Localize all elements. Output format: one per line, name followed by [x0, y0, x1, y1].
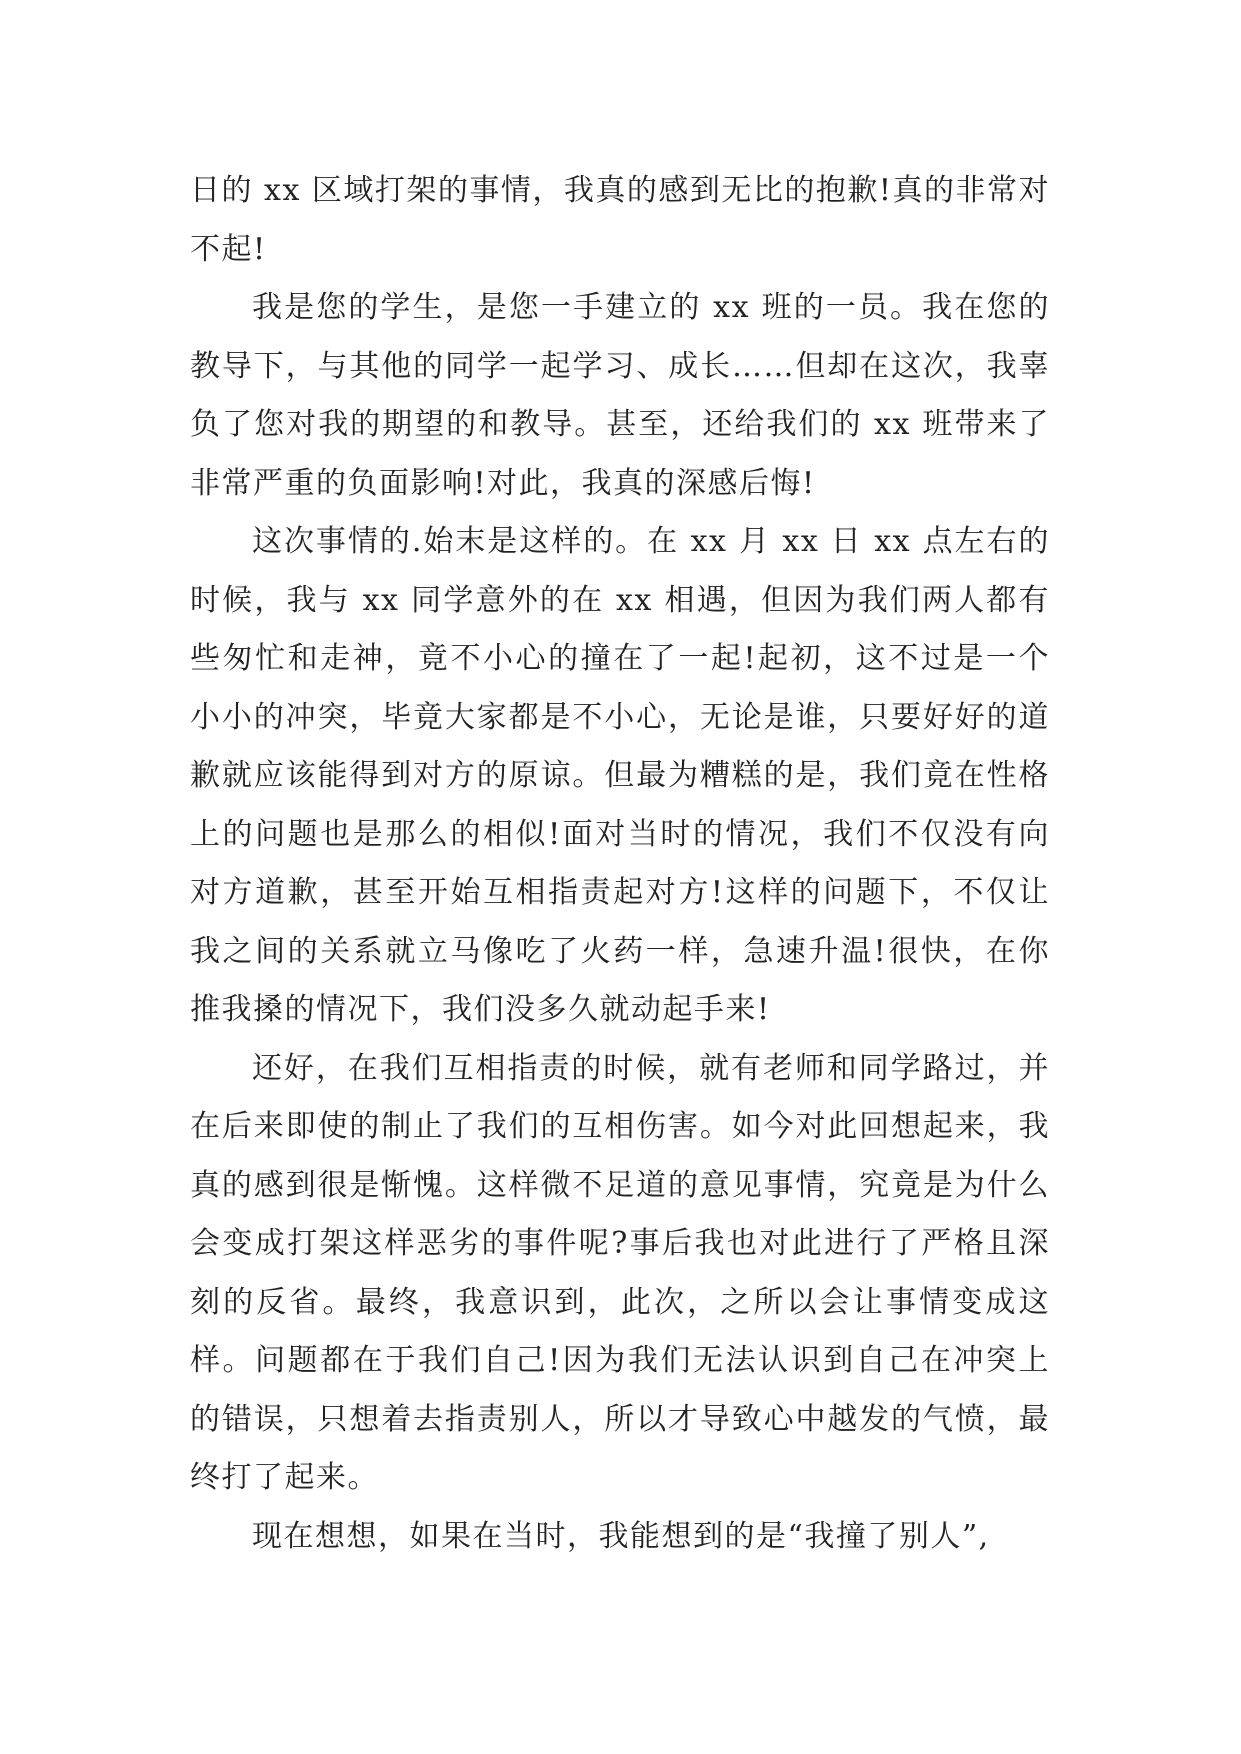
paragraph: 这次事情的.始末是这样的。在 xx 月 xx 日 xx 点左右的时候，我与 xx 同学意外的在 xx 相遇，但因为我们两人都有些匆忙和走神，竟不小心的撞在了一起!起初，这不过是一个小小的冲突，毕竟大家都是不小心，无论是谁，只要好好的道歉就应该能得到对方的原谅。但最为糟糕的是，我们竟在性格上的问题也是那么的相似!面对当时的情况，我们不仅没有向对方道歉，甚至开始互相指责起对方!这样的问题下，不仅让我之间的关系就立马像吃了火药一样，急速升温!很快，在你推我搡的情况下，我们没多久就动起手来!	[190, 524, 1050, 1027]
paragraph: 我是您的学生，是您一手建立的 xx 班的一员。我在您的教导下，与其他的同学一起学习、成长……但却在这次，我辜负了您对我的期望的和教导。甚至，还给我们的 xx 班带来了非常严重的负面影响!对此，我真的深感后悔!	[190, 290, 1050, 501]
paragraph: 现在想想，如果在当时，我能想到的是“我撞了别人”,	[252, 1518, 990, 1554]
document-body	[190, 162, 1050, 1566]
paragraph: 还好，在我们互相指责的时候，就有老师和同学路过，并在后来即使的制止了我们的互相伤害。如今对此回想起来，我真的感到很是惭愧。这样微不足道的意见事情，究竟是为什么会变成打架这样恶劣的事件呢?事后我也对此进行了严格且深刻的反省。最终，我意识到，此次，之所以会让事情变成这样。问题都在于我们自己!因为我们无法认识到自己在冲突上的错误，只想着去指责别人，所以才导致心中越发的气愤，最终打了起来。	[190, 1050, 1050, 1495]
paragraph: 日的 xx 区域打架的事情，我真的感到无比的抱歉!真的非常对不起!	[190, 173, 1050, 267]
